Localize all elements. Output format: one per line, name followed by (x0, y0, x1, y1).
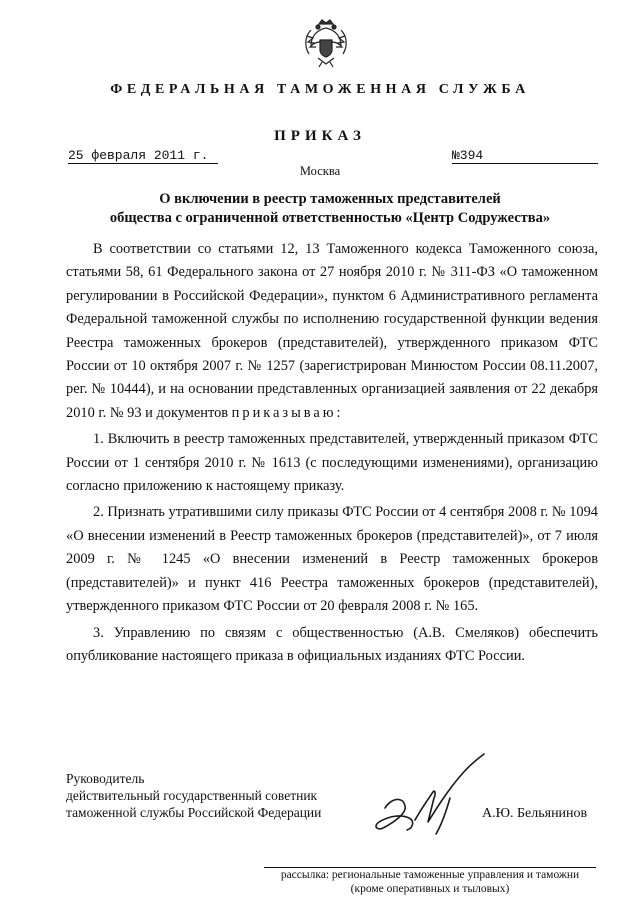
city: Москва (299, 164, 341, 178)
double-headed-eagle-icon (303, 18, 349, 68)
distribution-line-1: рассылка: региональные таможенные управления и таможни (280, 869, 580, 881)
order-number: №394 (452, 148, 598, 164)
preamble-text: В соответствии со статьями 12, 13 Таможенного кодекса Таможенного союза, статьями 58, 61 Федерального закона от 27 ноября 2010 г. № 311-ФЗ «О таможенном регулировании в Российской Федерации», пунктом 6 Административного регламента Федеральной таможенной службы по исполнению государственной функции ведения Реестра таможенных брокеров (представителей), утвержденного приказом ФТС России от 10 октября 2007 г. № 1257 (зарегистрирован Минюстом России 08.11.2007, рег. № 10444), и на основании представленных организацией заявления от 22 декабря 2010 г. № 93 и документов (66, 241, 598, 421)
signer-name: А.Ю. Бельянинов (482, 806, 588, 821)
distribution-list (264, 868, 596, 896)
signatory-line-3: таможенной службы Российской Федерации (66, 805, 322, 820)
document-body (66, 238, 598, 668)
document-title (60, 190, 600, 228)
document-type: ПРИКАЗ (274, 128, 366, 144)
title-line-1: О включении в реестр таможенных представителей (159, 191, 501, 207)
signatory-line-1: Руководитель (66, 771, 145, 786)
order-item-1: 1. Включить в реестр таможенных представителей, утвержденный приказом ФТС России от 1 сентября 2010 г. № 1613 (с последующими изменениями), организацию согласно приложению к настоящему приказу. (66, 431, 598, 495)
preamble-paragraph (66, 238, 598, 425)
order-item-2: 2. Признать утратившими силу приказы ФТС России от 4 сентября 2008 г. № 1094 «О внесении изменений в Реестр таможенных брокеров (представителей)», от 7 июля 2009 г. № 1245 «О внесении изменений в Реестр таможенных брокеров (представителей)» и пункт 416 Реестра таможенных брокеров (представителей), утвержденного приказом ФТС России от 20 февраля 2008 г. № 165. (66, 504, 598, 615)
agency-name: ФЕДЕРАЛЬНАЯ ТАМОЖЕННАЯ СЛУЖБА (110, 82, 530, 97)
order-word: приказываю: (231, 404, 344, 421)
order-date: 25 февраля 2011 г. (68, 148, 218, 164)
signatory-title (66, 770, 366, 821)
signatory-line-2: действительный государственный советник (66, 788, 318, 803)
handwritten-signature (355, 748, 515, 853)
title-line-2: общества с ограниченной ответственностью «Центр Содружества» (109, 210, 551, 226)
distribution-line-2: (кроме оперативных и тыловых) (350, 883, 510, 895)
order-item-3: 3. Управлению по связям с общественностью (А.В. Смеляков) обеспечить опубликование настоящего приказа в официальных изданиях ФТС России. (66, 624, 598, 664)
